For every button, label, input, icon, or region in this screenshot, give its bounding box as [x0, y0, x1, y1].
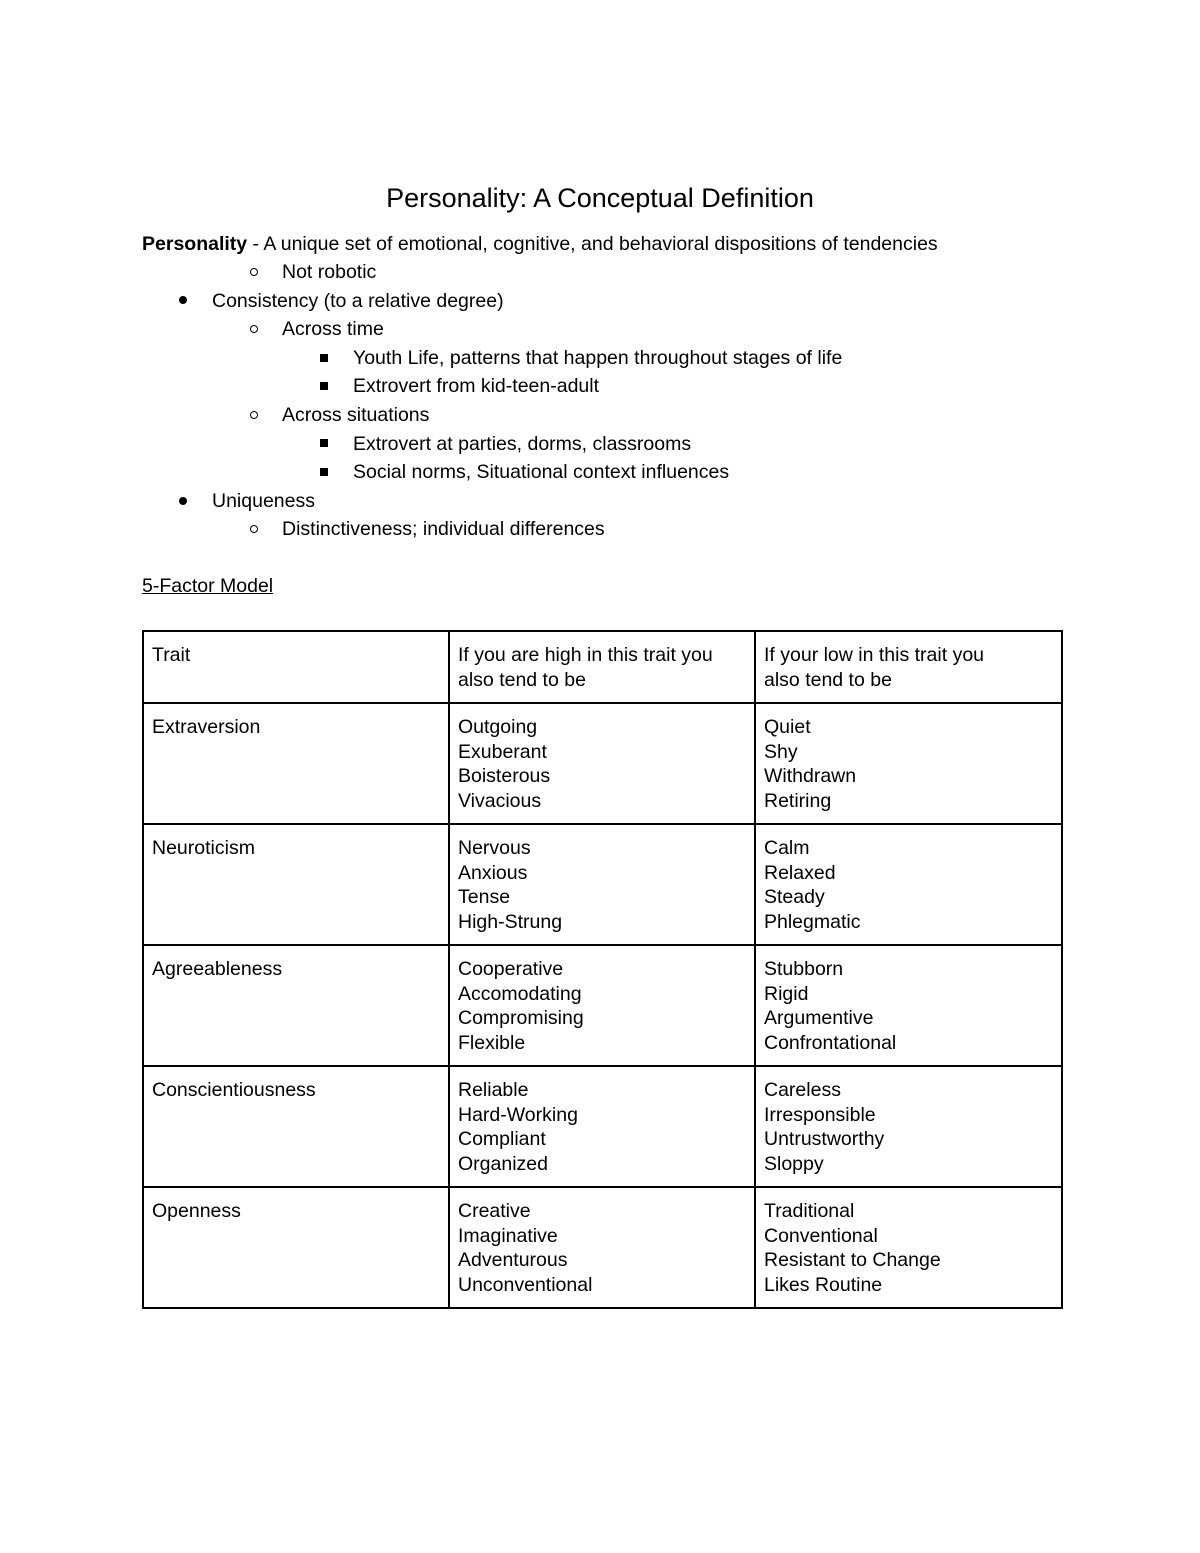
cell-line: also tend to be: [458, 668, 586, 691]
cell-line: Imaginative: [458, 1224, 558, 1247]
outline-item: [0, 372, 1200, 401]
table-row: [143, 1187, 1062, 1308]
bullet-hollow-icon: [244, 401, 264, 430]
table-header-row: [143, 631, 1062, 703]
cell-line: also tend to be: [764, 668, 892, 691]
definition-term: Personality: [142, 233, 248, 255]
outline-item: [0, 430, 1200, 459]
cell-line: Rigid: [764, 982, 809, 1005]
table-header-cell: [449, 631, 755, 703]
cell-line: Trait: [152, 644, 191, 666]
trait-cell: [143, 1066, 449, 1187]
cell-line: Compromising: [458, 1007, 584, 1029]
high-traits-cell: [449, 945, 755, 1066]
cell-line: Untrustworthy: [764, 1128, 885, 1150]
cell-line: Cooperative: [458, 958, 564, 980]
cell-line: Organized: [458, 1152, 548, 1175]
bullet-square-icon: [314, 430, 334, 459]
outline-list: [0, 258, 1200, 544]
cell-line: If you are high in this trait you: [458, 644, 713, 666]
cell-line: Relaxed: [764, 861, 836, 884]
trait-name: Neuroticism: [152, 837, 255, 859]
cell-line: Boisterous: [458, 765, 551, 787]
outline-item-text: Distinctiveness; individual differences: [282, 518, 605, 541]
cell-line: Quiet: [764, 716, 811, 738]
cell-line: Unconventional: [458, 1273, 593, 1296]
trait-cell: [143, 703, 449, 824]
cell-line: If your low in this trait you: [764, 644, 985, 666]
outline-item: [0, 458, 1200, 487]
high-traits-cell: [449, 703, 755, 824]
cell-line: Hard-Working: [458, 1103, 578, 1126]
trait-cell: [143, 824, 449, 945]
table-header-cell: [143, 631, 449, 703]
cell-line: Flexible: [458, 1031, 526, 1054]
low-traits-cell: [755, 824, 1062, 945]
five-factor-table: [142, 630, 1063, 1309]
low-traits-cell: [755, 1066, 1062, 1187]
outline-item: [0, 515, 1200, 544]
high-traits-cell: [449, 824, 755, 945]
cell-line: Likes Routine: [764, 1273, 883, 1296]
trait-cell: [143, 1187, 449, 1308]
cell-line: Irresponsible: [764, 1103, 876, 1126]
cell-line: Argumentive: [764, 1007, 874, 1029]
cell-line: Reliable: [458, 1079, 529, 1101]
outline-item: [0, 487, 1200, 516]
cell-line: Vivacious: [458, 789, 542, 812]
low-traits-cell: [755, 1187, 1062, 1308]
cell-line: Adventurous: [458, 1249, 568, 1271]
trait-name: Openness: [152, 1200, 241, 1222]
bullet-square-icon: [314, 344, 334, 373]
high-traits-cell: [449, 1187, 755, 1308]
cell-line: Calm: [764, 837, 810, 859]
outline-item-text: Uniqueness: [212, 489, 315, 512]
bullet-hollow-icon: [244, 515, 264, 544]
bullet-filled-icon: [173, 287, 193, 316]
bullet-filled-icon: [173, 487, 193, 516]
bullet-hollow-icon: [244, 258, 264, 287]
trait-name: Extraversion: [152, 716, 261, 738]
cell-line: Withdrawn: [764, 765, 857, 787]
table-row: [143, 703, 1062, 824]
outline-item-text: Consistency (to a relative degree): [212, 289, 504, 312]
bullet-square-icon: [314, 458, 334, 487]
cell-line: Retiring: [764, 789, 832, 812]
high-traits-cell: [449, 1066, 755, 1187]
outline-item: [0, 315, 1200, 344]
outline-item-text: Social norms, Situational context influences: [353, 461, 730, 484]
section-heading: 5-Factor Model: [142, 575, 274, 597]
low-traits-cell: [755, 945, 1062, 1066]
cell-line: Anxious: [458, 861, 528, 884]
cell-line: Creative: [458, 1200, 531, 1222]
outline-item: [0, 344, 1200, 373]
outline-item-text: Extrovert at parties, dorms, classrooms: [353, 432, 692, 455]
table-row: [143, 945, 1062, 1066]
outline-item-text: Extrovert from kid-teen-adult: [353, 375, 600, 398]
outline-item: [0, 258, 1200, 287]
cell-line: Outgoing: [458, 716, 538, 738]
page-title: Personality: A Conceptual Definition: [386, 183, 814, 213]
trait-cell: [143, 945, 449, 1066]
outline-item-text: Across situations: [282, 403, 430, 426]
trait-name: Conscientiousness: [152, 1079, 316, 1101]
cell-line: Careless: [764, 1079, 841, 1101]
cell-line: Steady: [764, 886, 825, 908]
low-traits-cell: [755, 703, 1062, 824]
table-row: [143, 1066, 1062, 1187]
cell-line: Shy: [764, 740, 798, 763]
outline-item: [0, 401, 1200, 430]
cell-line: High-Strung: [458, 910, 563, 933]
cell-line: Resistant to Change: [764, 1249, 941, 1271]
bullet-hollow-icon: [244, 315, 264, 344]
trait-name: Agreeableness: [152, 958, 283, 980]
table-header-cell: [755, 631, 1062, 703]
cell-line: Compliant: [458, 1128, 546, 1150]
cell-line: Sloppy: [764, 1152, 824, 1175]
table-row: [143, 824, 1062, 945]
outline-item-text: Youth Life, patterns that happen throughout stages of life: [353, 346, 843, 369]
cell-line: Traditional: [764, 1200, 855, 1222]
definition-paragraph: [142, 230, 938, 258]
cell-line: Stubborn: [764, 958, 844, 980]
bullet-square-icon: [314, 372, 334, 401]
cell-line: Tense: [458, 886, 511, 908]
cell-line: Exuberant: [458, 740, 547, 763]
outline-item-text: Not robotic: [282, 261, 377, 283]
cell-line: Accomodating: [458, 982, 582, 1005]
cell-line: Phlegmatic: [764, 910, 861, 933]
outline-item-text: Across time: [282, 318, 384, 341]
definition-text: - A unique set of emotional, cognitive, and behavioral dispositions of tendencies: [247, 233, 938, 255]
outline-item: [0, 287, 1200, 316]
cell-line: Nervous: [458, 837, 531, 859]
cell-line: Conventional: [764, 1224, 878, 1247]
cell-line: Confrontational: [764, 1031, 897, 1054]
